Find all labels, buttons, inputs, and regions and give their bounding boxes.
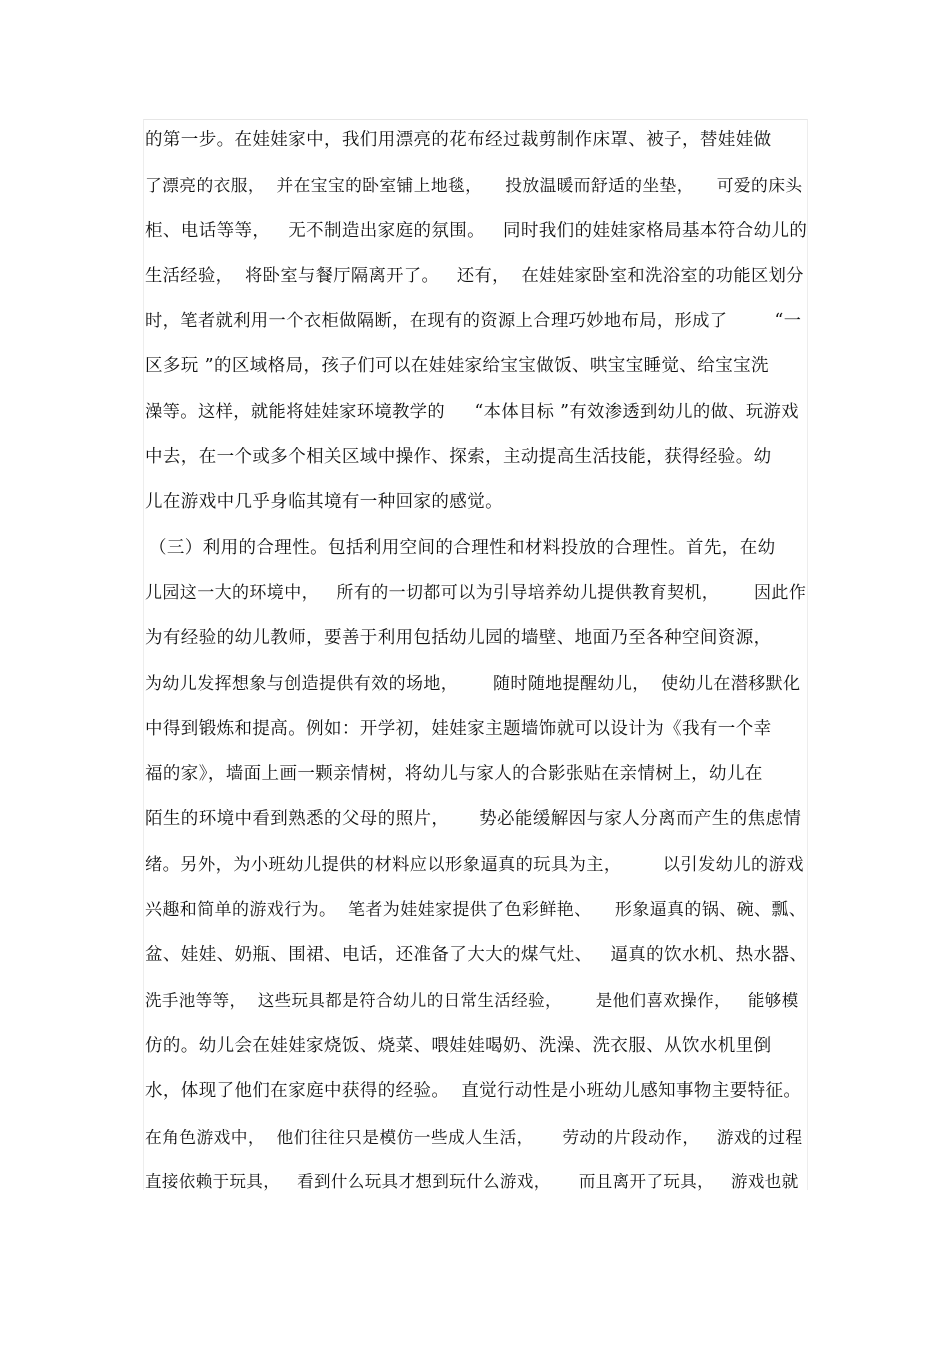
text-line: 水，体现了他们在家庭中获得的经验。 直觉行动性是小班幼儿感知事物主要特征。 — [145, 1081, 802, 1102]
text-line: 区多玩 ”的区域格局，孩子们可以在娃娃家给宝宝做饭、哄宝宝睡觉、给宝宝洗 — [145, 356, 769, 377]
text-line: 陌生的环境中看到熟悉的父母的照片， 势必能缓解因与家人分离而产生的焦虑情 — [145, 809, 802, 830]
text-line: 仿的。幼儿会在娃娃家烧饭、烧菜、喂娃娃喝奶、洗澡、洗衣服、从饮水机里倒 — [145, 1035, 772, 1056]
text-line: 的第一步。在娃娃家中，我们用漂亮的花布经过裁剪制作床罩、被子，替娃娃做 — [145, 130, 772, 150]
text-line: 在角色游戏中， 他们往往只是模仿一些成人生活， 劳动的片段动作， 游戏的过程 — [145, 1126, 803, 1147]
text-line: 福的家》，墙面上画一颗亲情树，将幼儿与家人的合影张贴在亲情树上，幼儿在 — [145, 764, 763, 785]
text-line: 中去，在一个或多个相关区域中操作、探索，主动提高生活技能，获得经验。幼 — [145, 447, 772, 468]
section-heading-line: （三）利用的合理性。包括利用空间的合理性和材料投放的合理性。首先，在幼 — [149, 537, 776, 558]
text-line: 了漂亮的衣服， 并在宝宝的卧室铺上地毯， 投放温暖而舒适的坐垫， 可爱的床头 — [145, 175, 803, 196]
document-body — [145, 121, 807, 1208]
text-line: 洗手池等等， 这些玩具都是符合幼儿的日常生活经验， 是他们喜欢操作， 能够模 — [145, 990, 799, 1010]
text-line: 直接依赖于玩具， 看到什么玩具才想到玩什么游戏， 而且离开了玩具， 游戏也就 — [145, 1171, 799, 1191]
text-line: 生活经验， 将卧室与餐厅隔离开了。 还有， 在娃娃家卧室和洗浴室的功能区划分 — [145, 265, 804, 286]
text-line: 时，笔者就利用一个衣柜做隔断，在现有的资源上合理巧妙地布局，形成了 “一 — [145, 311, 802, 332]
text-line: 儿在游戏中几乎身临其境有一种回家的感觉。 — [145, 492, 503, 513]
text-line: 儿园这一大的环境中， 所有的一切都可以为引导培养幼儿提供教育契机， 因此作 — [145, 582, 807, 603]
text-line: 盆、娃娃、奶瓶、围裙、电话，还准备了大大的煤气灶、 逼真的饮水机、热水器、 — [145, 945, 808, 966]
text-line: 澡等。这样，就能将娃娃家环境教学的 “本体目标 ”有效渗透到幼儿的做、玩游戏 — [145, 401, 799, 422]
text-line: 为有经验的幼儿教师，要善于利用包括幼儿园的墙壁、地面乃至各种空间资源， — [145, 628, 772, 649]
text-line: 柜、电话等等， 无不制造出家庭的氛围。 同时我们的娃娃家格局基本符合幼儿的 — [145, 220, 808, 241]
text-line: 为幼儿发挥想象与创造提供有效的场地， 随时随地提醒幼儿， 使幼儿在潜移默化 — [145, 673, 801, 694]
text-line: 兴趣和简单的游戏行为。 笔者为娃娃家提供了色彩鲜艳、 形象逼真的锅、碗、瓢、 — [145, 900, 807, 921]
text-line: 中得到锻炼和提高。例如：开学初，娃娃家主题墙饰就可以设计为《我有一个幸 — [145, 718, 772, 739]
text-line: 绪。另外，为小班幼儿提供的材料应以形象逼真的玩具为主， 以引发幼儿的游戏 — [145, 854, 804, 875]
